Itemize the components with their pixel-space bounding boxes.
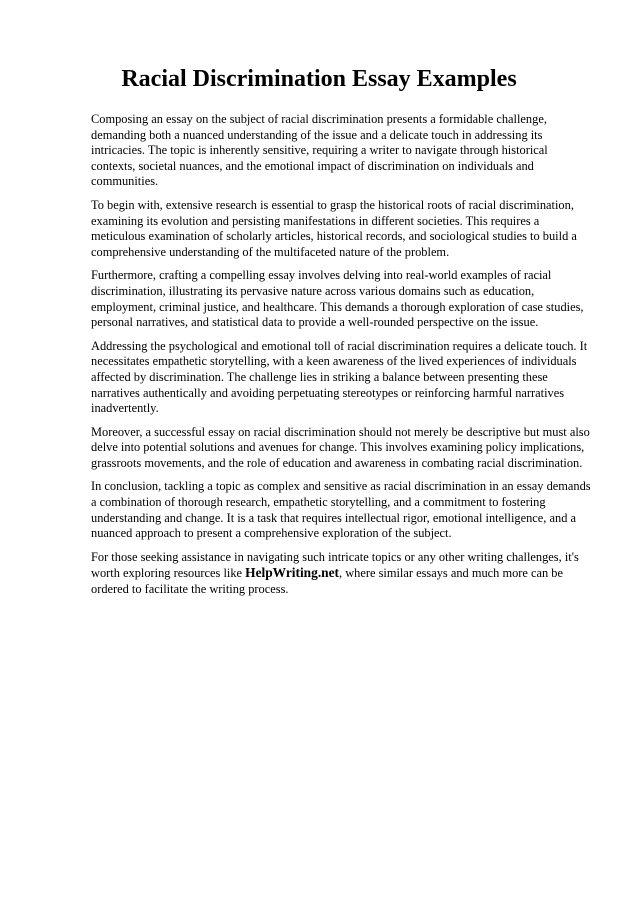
paragraph-6: In conclusion, tackling a topic as complex and sensitive as racial discrimination in an essay demands a combination of thorough research, empathetic storytelling, and a commitment to fostering understanding and change. It is a task that requires intellectual rigor, emotional intelligence, and a nuanced approach to present a comprehensive exploration of the subject.: [91, 479, 591, 541]
closing-text-before: For those seeking assistance in navigating such intricate topics or any other writing challenges, it's worth exploring resources like: [91, 549, 579, 581]
paragraph-1: Composing an essay on the subject of racial discrimination presents a formidable challenge, demanding both a nuanced understanding of the issue and a delicate touch in addressing its intricacies. The topic is inherently sensitive, requiring a writer to navigate through historical contexts, societal nuances, and the emotional impact of discrimination on individuals and communities.: [91, 112, 548, 189]
paragraph-3: Furthermore, crafting a compelling essay involves delving into real-world examples of racial discrimination, illustrating its pervasive nature across various domains such as education, employment, criminal justice, and healthcare. This demands a thorough exploration of case studies, personal narratives, and statistical data to provide a well-rounded perspective on the issue.: [91, 268, 584, 330]
helpwriting-link[interactable]: HelpWriting.net: [245, 565, 340, 581]
paragraph-4: Addressing the psychological and emotional toll of racial discrimination requires a delicate touch. It necessitates empathetic storytelling, with a keen awareness of the lived experiences of individuals affected by discrimination. The challenge lies in striking a balance between presenting these narratives authentically and avoiding perpetuating stereotypes or reinforcing harmful narratives inadvertently.: [91, 338, 588, 416]
document-title: Racial Discrimination Essay Examples: [121, 66, 517, 92]
paragraph-5: Moreover, a successful essay on racial discrimination should not merely be descriptive but must also delve into potential solutions and avenues for change. This involves examining policy implications, grassroots movements, and the role of education and awareness in combating racial discrimination.: [91, 424, 590, 470]
paragraph-2: To begin with, extensive research is essential to grasp the historical roots of racial discrimination, examining its evolution and persisting manifestations in different societies. This requires a meticulous examination of scholarly articles, historical records, and sociological studies to build a comprehensive understanding of the multifaceted nature of the problem.: [91, 197, 577, 259]
closing-text-after: , where similar essays and much more can be ordered to facilitate the writing process.: [91, 566, 564, 597]
closing-paragraph: [91, 550, 594, 598]
